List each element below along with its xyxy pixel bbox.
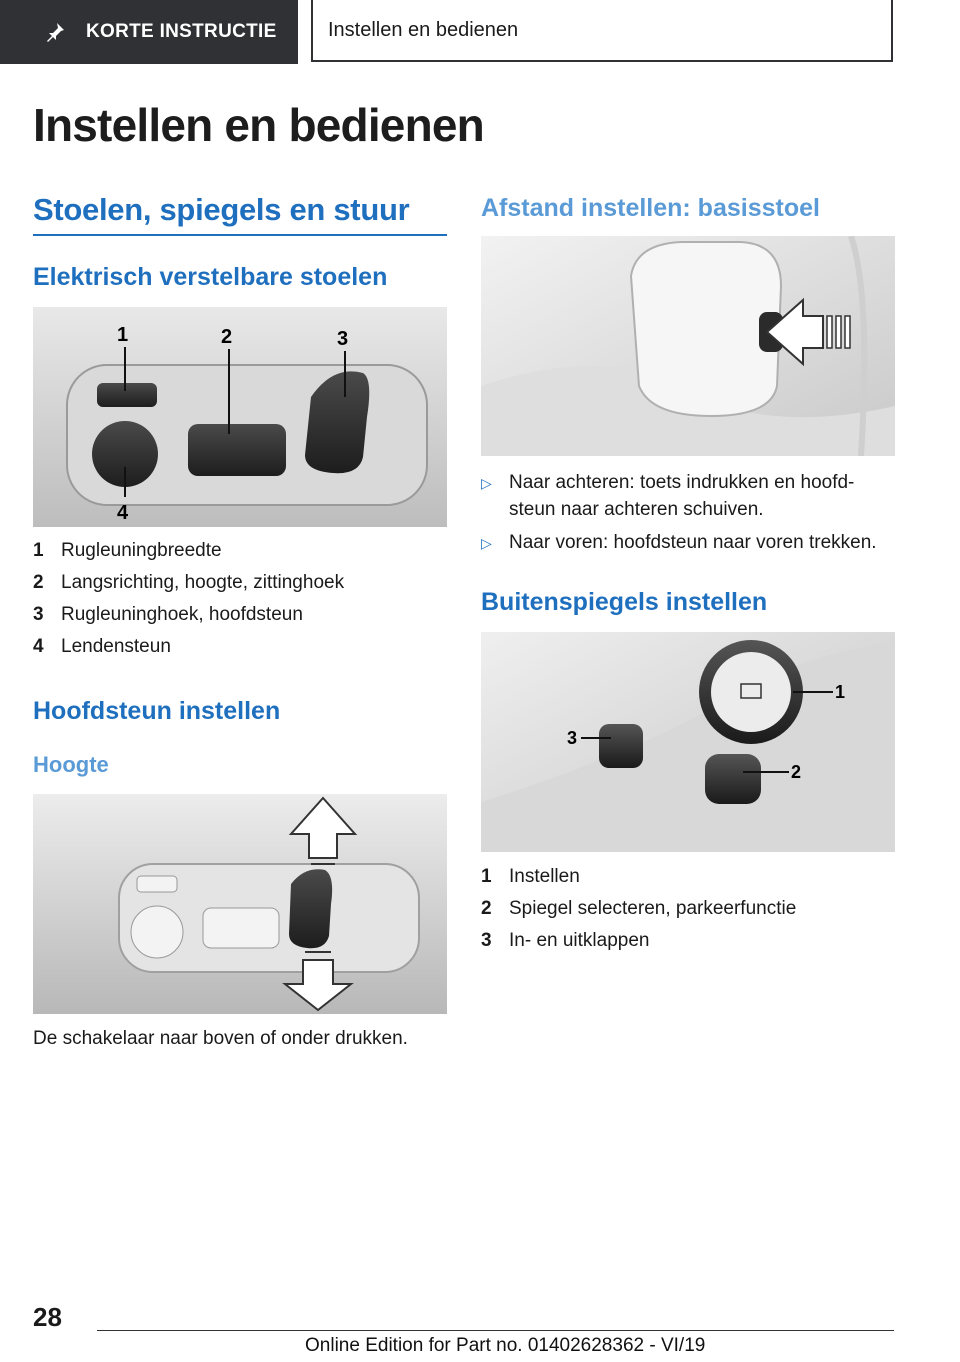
triangle-bullet-icon: ▷ xyxy=(481,535,492,551)
page-title: Instellen en bedienen xyxy=(33,99,484,151)
heading-distance: Afstand instellen: basisstoel xyxy=(481,194,820,222)
header-tab-quick-guide-label: KORTE INSTRUCTIE xyxy=(86,21,277,42)
list-item-text: In- en uitklappen xyxy=(509,930,650,951)
figure-mirror-controls xyxy=(481,632,895,852)
header-tab-section[interactable] xyxy=(311,0,893,62)
list-item xyxy=(481,898,796,930)
figure-headrest-distance xyxy=(481,236,895,456)
list-item xyxy=(481,866,796,898)
figure-label: 3 xyxy=(567,728,578,748)
list-item xyxy=(33,636,344,668)
list-item-text: Lendensteun xyxy=(61,636,171,657)
distance-instructions xyxy=(481,469,894,563)
section-heading-seats-mirrors: Stoelen, spiegels en stuur xyxy=(33,192,447,236)
heading-headrest: Hoofdsteun instellen xyxy=(33,697,281,725)
list-item-text: Langsrichting, hoogte, zittinghoek xyxy=(61,572,345,593)
list-item-text: Spiegel selecteren, parkeerfunctie xyxy=(509,898,797,919)
figure-headrest-height xyxy=(33,794,447,1014)
footer-divider xyxy=(97,1330,894,1331)
figure-label: 1 xyxy=(117,324,129,346)
pin-icon xyxy=(44,21,66,43)
figure-label: 1 xyxy=(835,682,846,702)
list-item-text: Rugleuninghoek, hoofdsteun xyxy=(61,604,303,625)
list-item-text: Naar voren: hoofdsteun naar voren trekken. xyxy=(509,532,877,553)
list-item xyxy=(33,540,344,572)
heading-electric-seats: Elektrisch verstelbare stoelen xyxy=(33,263,388,291)
list-item-text: Naar achteren: toets indrukken en hoofd-steun naar achteren schuiven. xyxy=(509,472,855,520)
list-item-number: 1 xyxy=(481,866,492,887)
list-item xyxy=(33,604,344,636)
figure-seat-controls xyxy=(33,307,447,527)
figure-label: 3 xyxy=(337,328,349,350)
seat-controls-legend xyxy=(33,540,344,668)
figure-label: 2 xyxy=(221,326,233,348)
list-item-number: 2 xyxy=(481,898,492,919)
list-item xyxy=(481,930,796,962)
figure-label: 2 xyxy=(791,762,802,782)
list-item-number: 4 xyxy=(33,636,44,657)
list-item xyxy=(33,572,344,604)
headrest-caption: De schakelaar naar boven of onder drukken. xyxy=(33,1028,408,1049)
mirror-controls-legend xyxy=(481,866,796,962)
list-item xyxy=(481,529,894,557)
list-item-text: Instellen xyxy=(509,866,580,887)
page-number: 28 xyxy=(33,1302,62,1332)
header-tab-quick-guide[interactable] xyxy=(0,0,298,64)
heading-exterior-mirrors: Buitenspiegels instellen xyxy=(481,588,768,616)
list-item xyxy=(481,469,894,523)
footer-edition: Online Edition for Part no. 01402628362 - VI/19 xyxy=(305,1335,706,1356)
triangle-bullet-icon: ▷ xyxy=(481,475,492,491)
header-tab-section-label: Instellen en bedienen xyxy=(328,18,519,41)
list-item-text: Rugleuningbreedte xyxy=(61,540,222,561)
list-item-number: 3 xyxy=(481,930,492,951)
figure-label: 4 xyxy=(117,502,129,524)
list-item-number: 2 xyxy=(33,572,44,593)
subheading-height: Hoogte xyxy=(33,752,109,777)
list-item-number: 3 xyxy=(33,604,44,625)
list-item-number: 1 xyxy=(33,540,44,561)
